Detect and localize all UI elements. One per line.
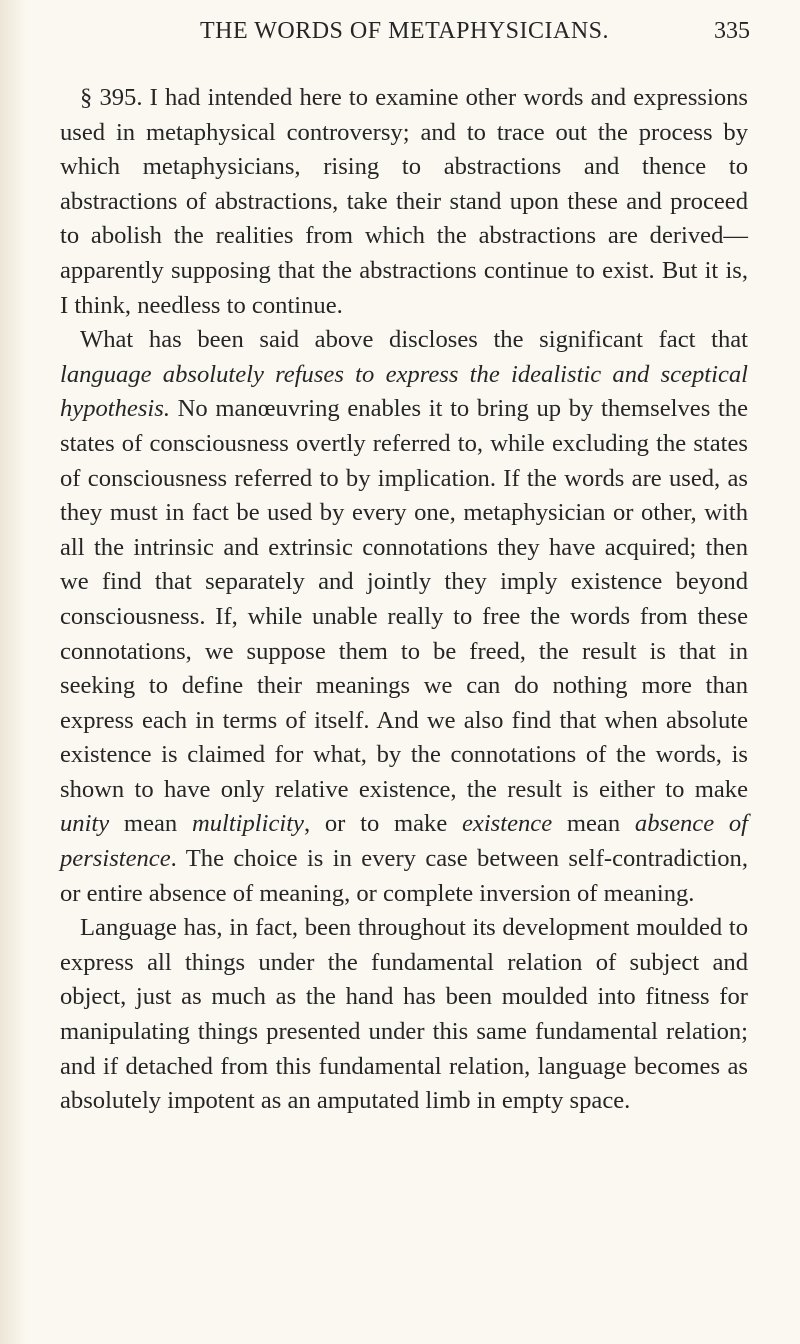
text-segment: , or to make bbox=[303, 810, 463, 838]
italic-text-segment: language absolutely refuses to express the idealistic and sceptical hypothesis. bbox=[60, 360, 748, 423]
italic-text-segment: absence of persistence bbox=[60, 810, 748, 873]
italic-text-segment: unity bbox=[60, 810, 110, 838]
paragraph-2 bbox=[60, 323, 748, 911]
text-segment: What has been said above discloses the significant fact that bbox=[80, 326, 748, 354]
page-number: 335 bbox=[714, 18, 750, 44]
text-segment: No manœuvring enables it to bring up by themselves the states of consciousness overtly referred to, while excluding the states of consciousness referred to by implication. If the words are used, as they must in fact be used by every one, metaphysician or other, with all the intrinsic and extrinsic connotations they have acquired; then we find that separately and jointly they imply existence beyond consciousness. If, while unable really to free the words from these connotations, we suppose them to be freed, the result is that in seeking to define their meanings we can do nothing more than express each in terms of itself. And we also find that when absolute existence is claimed for what, by the connotations of the words, is shown to have only relative existence, the result is either to make bbox=[60, 395, 748, 803]
text-segment: mean bbox=[552, 810, 635, 838]
text-segment: . The choice is in every case between self-contradiction, or entire absence of meaning, or complete inversion of meaning. bbox=[60, 845, 748, 907]
text-segment: § 395. I had intended here to examine other words and expressions used in metaphysical controversy; and to trace out the process by which metaphysicians, rising to abstractions and thence to abstractions of abstractions, take their stand upon these and proceed to abolish the realities from which the abstractions are derived—apparently supposing that the abstractions continue to exist. But it is, I think, needless to continue. bbox=[60, 84, 748, 319]
text-segment: Language has, in fact, been throughout its development moulded to express all things under the fundamental relation of subject and object, just as much as the hand has been moulded into fitness for manipulating things presented under this same fundamental relation; and if detached from this fundamental relation, language becomes as absolutely impotent as an amputated limb in empty space. bbox=[60, 914, 748, 1115]
running-title: THE WORDS OF METAPHYSICIANS. bbox=[200, 18, 610, 44]
italic-text-segment: existence bbox=[462, 810, 553, 838]
paragraph-1 bbox=[60, 81, 748, 323]
body-text bbox=[60, 81, 748, 1119]
italic-text-segment: multiplicity bbox=[191, 810, 304, 838]
paragraph-3 bbox=[60, 911, 748, 1119]
text-segment: mean bbox=[109, 810, 192, 838]
running-head bbox=[60, 18, 750, 52]
page-gutter-shadow bbox=[0, 0, 26, 1344]
